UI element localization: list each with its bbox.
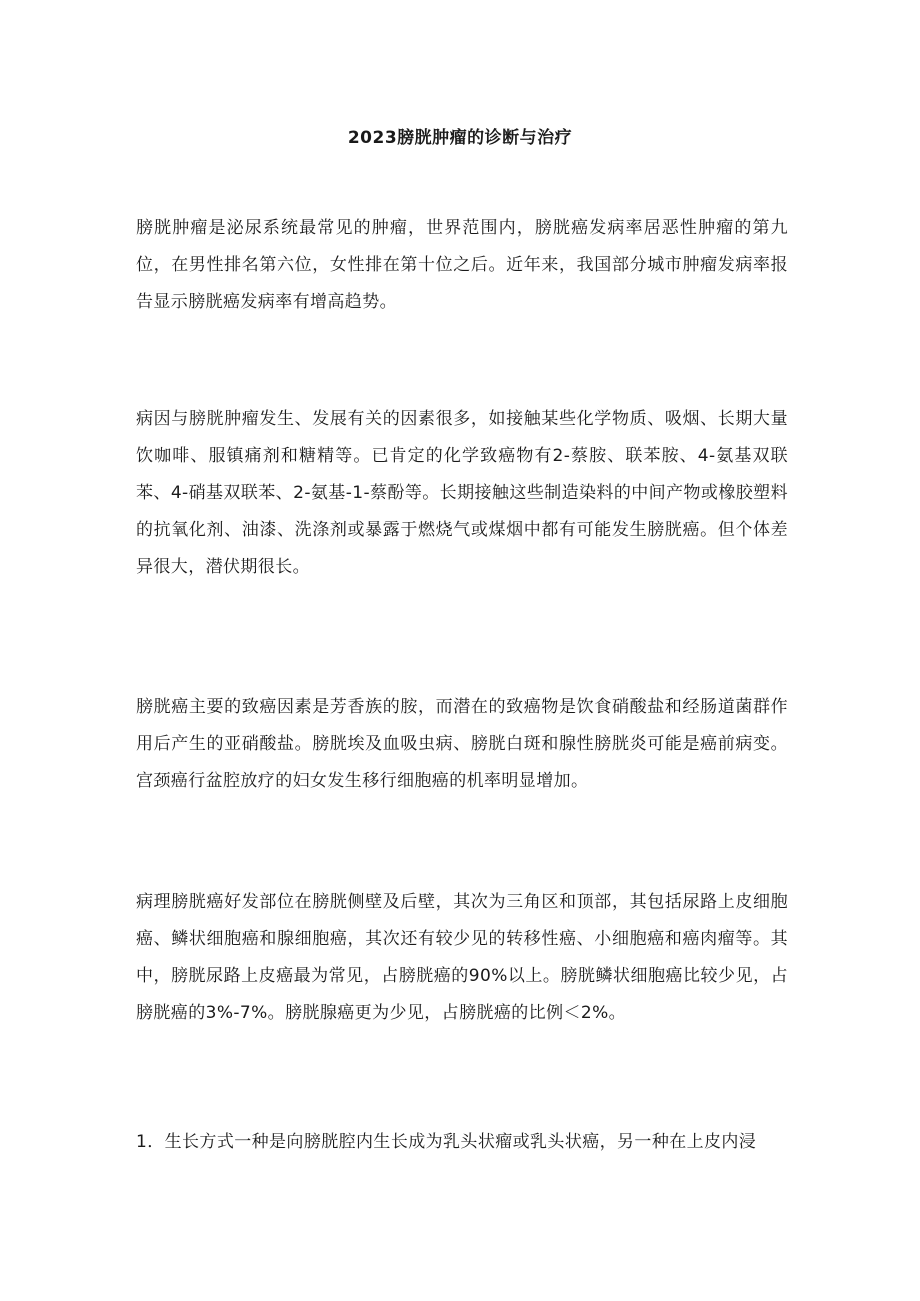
paragraph-etiology: 病因与膀胱肿瘤发生、发展有关的因素很多，如接触某些化学物质、吸烟、长期大量饮咖啡、服镇痛剂和糖精等。已肯定的化学致癌物有2-蔡胺、联苯胺、4-氨基双联苯、4-硝基双联苯、2-氨基-1-蔡酚等。长期接触这些制造染料的中间产物或橡胶塑料的抗氧化剂、油漆、洗涤剂或暴露于燃烧气或煤烟中都有可能发生膀胱癌。但个体差异很大，潜伏期很长。	[136, 409, 788, 577]
paragraph-growth-pattern: 1．生长方式一种是向膀胱腔内生长成为乳头状瘤或乳头状癌，另一种在上皮内浸	[136, 1132, 757, 1152]
paragraph-carcinogens: 膀胱癌主要的致癌因素是芳香族的胺，而潜在的致癌物是饮食硝酸盐和经肠道菌群作用后产生的亚硝酸盐。膀胱埃及血吸虫病、膀胱白斑和腺性膀胱炎可能是癌前病变。宫颈癌行盆腔放疗的妇女发生移行细胞癌的机率明显增加。	[136, 697, 788, 791]
paragraph-pathology: 病理膀胱癌好发部位在膀胱侧壁及后壁，其次为三角区和顶部，其包括尿路上皮细胞癌、鳞状细胞癌和腺细胞癌，其次还有较少见的转移性癌、小细胞癌和癌肉瘤等。其中，膀胱尿路上皮癌最为常见，占膀胱癌的90%以上。膀胱鳞状细胞癌比较少见，占膀胱癌的3%-7%。膀胱腺癌更为少见，占膀胱癌的比例＜2%。	[136, 892, 788, 1023]
paragraph-incidence: 膀胱肿瘤是泌尿系统最常见的肿瘤，世界范围内，膀胱癌发病率居恶性肿瘤的第九位，在男性排名第六位，女性排在第十位之后。近年来，我国部分城市肿瘤发病率报告显示膀胱癌发病率有增高趋势。	[136, 218, 788, 312]
document-title: 2023膀胱肿瘤的诊断与治疗	[347, 128, 573, 148]
